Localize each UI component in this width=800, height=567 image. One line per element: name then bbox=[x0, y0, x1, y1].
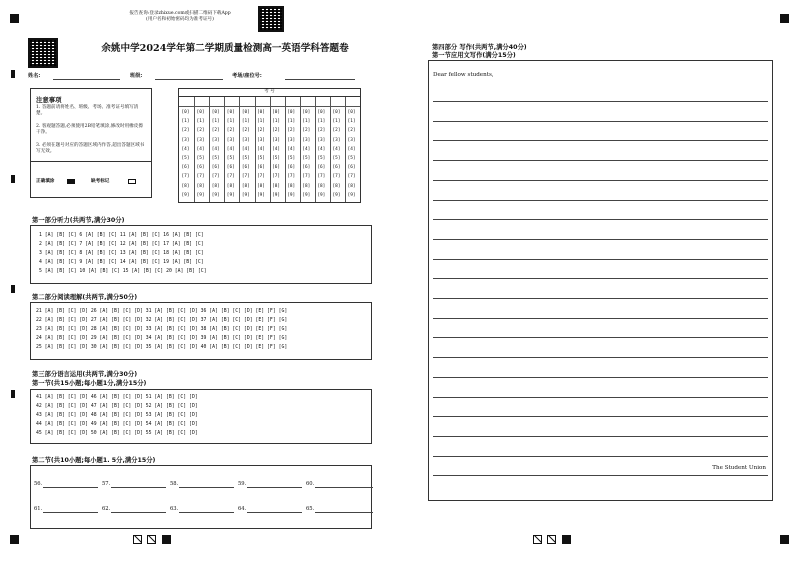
absent-mark-box[interactable] bbox=[128, 179, 136, 184]
writing-greeting: Dear fellow students, bbox=[433, 72, 494, 78]
bottom-mark-solid bbox=[162, 535, 171, 544]
side-mark bbox=[11, 390, 15, 398]
writing-line[interactable] bbox=[433, 357, 768, 358]
exam-digit-bubble[interactable]: [4] bbox=[211, 146, 220, 152]
blank-answer-line[interactable] bbox=[315, 512, 373, 513]
exam-digit-bubble[interactable]: [6] bbox=[257, 165, 265, 171]
answer-row[interactable]: 45 [A] [B] [C] [D] 50 [A] [B] [C] [D] 55 [A] [B] [C] [D] bbox=[36, 431, 198, 436]
part4-title: 第四部分 写作(共两节,满分40分) bbox=[432, 44, 527, 51]
exam-digit-bubble[interactable]: [2] bbox=[181, 128, 190, 134]
exam-digit-bubble[interactable]: [0] bbox=[241, 110, 250, 115]
exam-digit-bubble[interactable]: [8] bbox=[347, 183, 356, 189]
exam-digit-bubble[interactable]: [4] bbox=[302, 146, 311, 152]
exam-digit-bubble[interactable]: [1] bbox=[196, 119, 205, 125]
blank-answer-line[interactable] bbox=[179, 512, 234, 513]
exam-digit-bubble[interactable]: [9] bbox=[257, 192, 265, 198]
exam-digit-bubble[interactable]: [3] bbox=[181, 137, 190, 143]
exam-digit-bubble[interactable]: [3] bbox=[257, 137, 265, 143]
exam-digit-bubble[interactable]: [7] bbox=[332, 174, 341, 180]
exam-digit-bubble[interactable]: [9] bbox=[226, 192, 235, 198]
page-title: 余姚中学2024学年第二学期质量检测高一英语学科答题卷 bbox=[101, 43, 349, 54]
registration-mark-bottom-left bbox=[10, 535, 19, 544]
exam-digit-bubble[interactable]: [6] bbox=[287, 165, 296, 171]
exam-grid-divider bbox=[315, 97, 316, 202]
exam-digit-bubble[interactable]: [9] bbox=[272, 192, 281, 198]
exam-digit-bubble[interactable]: [2] bbox=[196, 128, 205, 134]
exam-digit-bubble[interactable]: [9] bbox=[287, 192, 296, 198]
exam-digit-bubble[interactable]: [2] bbox=[241, 128, 250, 134]
exam-digit-bubble[interactable]: [7] bbox=[272, 174, 281, 180]
exam-digit-bubble[interactable]: [5] bbox=[332, 156, 341, 161]
writing-line[interactable] bbox=[433, 140, 768, 141]
exam-grid-divider bbox=[255, 97, 256, 202]
exam-digit-bubble[interactable]: [9] bbox=[211, 192, 220, 198]
part3-title: 第三部分语言运用(共两节,满分30分) bbox=[32, 371, 138, 378]
exam-digit-bubble[interactable]: [1] bbox=[317, 119, 326, 125]
exam-digit-bubble[interactable]: [3] bbox=[302, 137, 311, 143]
exam-digit-bubble[interactable]: [1] bbox=[226, 119, 235, 125]
exam-digit-bubble[interactable]: [2] bbox=[317, 128, 326, 134]
exam-digit-bubble[interactable]: [8] bbox=[257, 183, 265, 189]
exam-digit-bubble[interactable]: [9] bbox=[302, 192, 311, 198]
exam-digit-bubble[interactable]: [9] bbox=[241, 192, 250, 198]
exam-digit-bubble[interactable]: [2] bbox=[257, 128, 265, 134]
exam-digit-bubble[interactable]: [4] bbox=[226, 146, 235, 152]
exam-digit-bubble[interactable]: [9] bbox=[196, 192, 205, 198]
exam-grid-divider bbox=[330, 97, 331, 202]
exam-digit-bubble[interactable]: [2] bbox=[226, 128, 235, 134]
exam-digit-bubble[interactable]: [1] bbox=[211, 119, 220, 125]
exam-digit-bubble[interactable]: [9] bbox=[332, 192, 341, 198]
blank-number: 61. bbox=[34, 506, 43, 512]
blank-number: 57. bbox=[102, 481, 111, 487]
part2-box bbox=[30, 302, 372, 360]
exam-digit-bubble[interactable]: [4] bbox=[272, 146, 281, 152]
exam-number-grid bbox=[178, 88, 361, 203]
exam-digit-bubble[interactable]: [6] bbox=[272, 165, 281, 171]
exam-digit-bubble[interactable]: [4] bbox=[241, 146, 250, 152]
exam-digit-bubble[interactable]: [8] bbox=[226, 183, 235, 189]
writing-line[interactable] bbox=[433, 475, 768, 476]
exam-digit-bubble[interactable]: [8] bbox=[317, 183, 326, 189]
exam-digit-bubble[interactable]: [2] bbox=[211, 128, 220, 134]
report-notice-line2: (用户名和初始密码均为准考证号) bbox=[146, 17, 214, 23]
exam-digit-bubble[interactable]: [4] bbox=[181, 146, 190, 152]
exam-digit-bubble[interactable]: [9] bbox=[317, 192, 326, 198]
exam-digit-bubble[interactable]: [7] bbox=[302, 174, 311, 180]
exam-grid-divider bbox=[224, 97, 225, 202]
blank-answer-line[interactable] bbox=[315, 487, 373, 488]
answer-row[interactable]: 25 [A] [B] [C] [D] 30 [A] [B] [C] [D] 35 [A] [B] [C] [D] 40 [A] [B] [C] [D] [E] [F] [G] bbox=[36, 345, 288, 350]
part1-box bbox=[30, 225, 372, 284]
exam-grid-write-row[interactable] bbox=[179, 97, 360, 107]
exam-digit-bubble[interactable]: [6] bbox=[317, 165, 326, 171]
exam-digit-bubble[interactable]: [5] bbox=[181, 156, 190, 161]
exam-digit-bubble[interactable]: [6] bbox=[332, 165, 341, 171]
exam-digit-bubble[interactable]: [0] bbox=[181, 110, 190, 115]
part3-section1-box bbox=[30, 389, 372, 444]
blank-answer-line[interactable] bbox=[247, 487, 302, 488]
answer-row[interactable]: 22 [A] [B] [C] [D] 27 [A] [B] [C] [D] 32 [A] [B] [C] [D] 37 [A] [B] [C] [D] [E] [F] [G] bbox=[36, 318, 288, 323]
exam-digit-bubble[interactable]: [4] bbox=[347, 146, 356, 152]
exam-grid-divider bbox=[239, 97, 240, 202]
registration-mark-top-right bbox=[780, 14, 789, 23]
name-label: 姓名: bbox=[28, 73, 41, 79]
attention-heading: 注意事项 bbox=[36, 96, 62, 104]
blank-number: 60. bbox=[306, 481, 315, 487]
answer-row[interactable]: 24 [A] [B] [C] [D] 29 [A] [B] [C] [D] 34 [A] [B] [C] [D] 39 [A] [B] [C] [D] [E] [F] [G] bbox=[36, 336, 288, 341]
blank-answer-line[interactable] bbox=[111, 487, 166, 488]
exam-digit-bubble[interactable]: [8] bbox=[272, 183, 281, 189]
exam-digit-bubble[interactable]: [1] bbox=[257, 119, 265, 125]
answer-row[interactable]: 3 [A] [B] [C] 8 [A] [B] [C] 13 [A] [B] [C] 18 [A] [B] [C] bbox=[39, 251, 204, 256]
exam-digit-bubble[interactable]: [6] bbox=[347, 165, 356, 171]
exam-digit-bubble[interactable]: [8] bbox=[241, 183, 250, 189]
blank-answer-line[interactable] bbox=[111, 512, 166, 513]
part3-section1-title: 第一节(共15小题;每小题1分,满分15分) bbox=[32, 380, 147, 387]
exam-digit-bubble[interactable]: [2] bbox=[287, 128, 296, 134]
attention-item-3: 3. 必须在题号对应的答题区域内作答,超出答题区域书写无效。 bbox=[36, 143, 145, 155]
correct-fill-label: 正确填涂 bbox=[36, 179, 55, 184]
exam-digit-bubble[interactable]: [3] bbox=[196, 137, 205, 143]
blank-number: 56. bbox=[34, 481, 43, 487]
exam-grid-divider bbox=[209, 97, 210, 202]
answer-row[interactable]: 5 [A] [B] [C] 10 [A] [B] [C] 15 [A] [B] [C] 20 [A] [B] [C] bbox=[39, 269, 207, 274]
exam-digit-bubble[interactable]: [6] bbox=[241, 165, 250, 171]
exam-digit-bubble[interactable]: [0] bbox=[211, 110, 220, 115]
exam-digit-bubble[interactable]: [0] bbox=[347, 110, 356, 115]
exam-digit-bubble[interactable]: [4] bbox=[196, 146, 205, 152]
exam-digit-bubble[interactable]: [7] bbox=[317, 174, 326, 180]
exam-digit-bubble[interactable]: [9] bbox=[181, 192, 190, 198]
exam-grid-divider bbox=[300, 97, 301, 202]
exam-digit-bubble[interactable]: [8] bbox=[332, 183, 341, 189]
report-notice bbox=[110, 11, 250, 24]
exam-digit-bubble[interactable]: [5] bbox=[317, 156, 326, 161]
exam-digit-bubble[interactable]: [8] bbox=[287, 183, 296, 189]
exam-digit-bubble[interactable]: [2] bbox=[347, 128, 356, 134]
exam-digit-bubble[interactable]: [7] bbox=[181, 174, 190, 180]
exam-digit-bubble[interactable]: [6] bbox=[302, 165, 311, 171]
answer-row[interactable]: 1 [A] [B] [C] 6 [A] [B] [C] 11 [A] [B] [C] 16 [A] [B] [C] bbox=[39, 233, 204, 238]
class-label: 班级: bbox=[130, 73, 143, 79]
bottom-mark-box bbox=[133, 535, 142, 544]
part4-section1-title: 第一节应用文写作(满分15分) bbox=[432, 52, 516, 59]
blank-number: 62. bbox=[102, 506, 111, 512]
exam-digit-bubble[interactable]: [3] bbox=[226, 137, 235, 143]
exam-digit-bubble[interactable]: [7] bbox=[226, 174, 235, 180]
answer-row[interactable]: 43 [A] [B] [C] [D] 48 [A] [B] [C] [D] 53 [A] [B] [C] [D] bbox=[36, 413, 198, 418]
report-notice-line1: 报告查询:登录zhixue.com或扫描二维码下载App bbox=[129, 11, 231, 16]
attention-item-2: 2. 客观题答题,必须使用2B铅笔填涂,修改时用橡皮擦干净。 bbox=[36, 124, 143, 136]
registration-mark-bottom-right bbox=[780, 535, 789, 544]
exam-digit-bubble[interactable]: [3] bbox=[347, 137, 356, 143]
writing-line[interactable] bbox=[433, 239, 768, 240]
exam-digit-bubble[interactable]: [7] bbox=[257, 174, 265, 180]
exam-digit-bubble[interactable]: [4] bbox=[332, 146, 341, 152]
exam-digit-bubble[interactable]: [0] bbox=[257, 110, 265, 115]
answer-row[interactable]: 4 [A] [B] [C] 9 [A] [B] [C] 14 [A] [B] [C] 19 [A] [B] [C] bbox=[39, 260, 204, 265]
writing-line[interactable] bbox=[433, 397, 768, 398]
exam-digit-bubble[interactable]: [2] bbox=[302, 128, 311, 134]
writing-line[interactable] bbox=[433, 180, 768, 181]
exam-digit-bubble[interactable]: [1] bbox=[347, 119, 356, 125]
exam-digit-bubble[interactable]: [1] bbox=[332, 119, 341, 125]
blank-number: 58. bbox=[170, 481, 179, 487]
writing-line[interactable] bbox=[433, 219, 768, 220]
exam-number-label: 考 号 bbox=[179, 89, 360, 97]
exam-digit-bubble[interactable]: [5] bbox=[211, 156, 220, 161]
exam-digit-bubble[interactable]: [5] bbox=[272, 156, 281, 161]
bottom-mark-box bbox=[147, 535, 156, 544]
bottom-mark-box bbox=[533, 535, 542, 544]
exam-digit-bubble[interactable]: [8] bbox=[211, 183, 220, 189]
side-mark bbox=[11, 175, 15, 183]
writing-line[interactable] bbox=[433, 337, 768, 338]
part1-title: 第一部分听力(共两节,满分30分) bbox=[32, 217, 125, 224]
writing-line[interactable] bbox=[433, 278, 768, 279]
exam-digit-bubble[interactable]: [0] bbox=[332, 110, 341, 115]
writing-box[interactable] bbox=[428, 60, 773, 501]
blank-number: 65. bbox=[306, 506, 315, 512]
writing-line[interactable] bbox=[433, 160, 768, 161]
exam-digit-bubble[interactable]: [1] bbox=[181, 119, 190, 125]
exam-digit-bubble[interactable]: [0] bbox=[287, 110, 296, 115]
exam-digit-bubble[interactable]: [1] bbox=[241, 119, 250, 125]
absent-mark-label: 缺考标记 bbox=[91, 179, 110, 184]
blank-number: 59. bbox=[238, 481, 247, 487]
exam-digit-bubble[interactable]: [5] bbox=[347, 156, 356, 161]
exam-digit-bubble[interactable]: [7] bbox=[287, 174, 296, 180]
exam-digit-bubble[interactable]: [5] bbox=[241, 156, 250, 161]
answer-row[interactable]: 21 [A] [B] [C] [D] 26 [A] [B] [C] [D] 31 [A] [B] [C] [D] 36 [A] [B] [C] [D] [E] [F] [G] bbox=[36, 309, 288, 314]
answer-row[interactable]: 2 [A] [B] [C] 7 [A] [B] [C] 12 [A] [B] [C] 17 [A] [B] [C] bbox=[39, 242, 204, 247]
writing-line[interactable] bbox=[433, 416, 768, 417]
exam-digit-bubble[interactable]: [1] bbox=[287, 119, 296, 125]
exam-grid-divider bbox=[194, 97, 195, 202]
exam-digit-bubble[interactable]: [5] bbox=[287, 156, 296, 161]
exam-digit-bubble[interactable]: [9] bbox=[347, 192, 356, 198]
exam-digit-bubble[interactable]: [3] bbox=[332, 137, 341, 143]
part2-title: 第二部分阅读理解(共两节,满分50分) bbox=[32, 294, 138, 301]
blank-answer-line[interactable] bbox=[43, 487, 98, 488]
exam-digit-bubble[interactable]: [1] bbox=[302, 119, 311, 125]
attention-box bbox=[30, 88, 152, 198]
exam-digit-bubble[interactable]: [1] bbox=[272, 119, 281, 125]
bottom-mark-solid bbox=[562, 535, 571, 544]
bottom-mark-box bbox=[547, 535, 556, 544]
exam-digit-bubble[interactable]: [0] bbox=[226, 110, 235, 115]
exam-grid-divider bbox=[345, 97, 346, 202]
exam-digit-bubble[interactable]: [7] bbox=[211, 174, 220, 180]
blank-number: 64. bbox=[238, 506, 247, 512]
writing-line[interactable] bbox=[433, 101, 768, 102]
exam-digit-bubble[interactable]: [8] bbox=[196, 183, 205, 189]
class-field[interactable] bbox=[155, 79, 223, 80]
exam-digit-bubble[interactable]: [3] bbox=[317, 137, 326, 143]
exam-digit-bubble[interactable]: [5] bbox=[196, 156, 205, 161]
writing-line[interactable] bbox=[433, 318, 768, 319]
answer-row[interactable]: 23 [A] [B] [C] [D] 28 [A] [B] [C] [D] 33 [A] [B] [C] [D] 38 [A] [B] [C] [D] [E] [F] [G] bbox=[36, 327, 288, 332]
writing-line[interactable] bbox=[433, 298, 768, 299]
blank-number: 63. bbox=[170, 506, 179, 512]
writing-line[interactable] bbox=[433, 200, 768, 201]
writing-line[interactable] bbox=[433, 377, 768, 378]
exam-digit-bubble[interactable]: [8] bbox=[302, 183, 311, 189]
exam-digit-bubble[interactable]: [6] bbox=[196, 165, 205, 171]
exam-digit-bubble[interactable]: [5] bbox=[257, 156, 265, 161]
exam-grid-divider bbox=[270, 97, 271, 202]
exam-digit-bubble[interactable]: [4] bbox=[317, 146, 326, 152]
exam-digit-bubble[interactable]: [3] bbox=[211, 137, 220, 143]
name-field[interactable] bbox=[53, 79, 120, 80]
exam-digit-bubble[interactable]: [6] bbox=[226, 165, 235, 171]
exam-digit-bubble[interactable]: [7] bbox=[241, 174, 250, 180]
blank-answer-line[interactable] bbox=[179, 487, 234, 488]
exam-grid-divider bbox=[285, 97, 286, 202]
exam-digit-bubble[interactable]: [3] bbox=[241, 137, 250, 143]
blank-answer-line[interactable] bbox=[43, 512, 98, 513]
part3-section2-title: 第二节(共10小题;每小题1. 5分,满分15分) bbox=[32, 457, 156, 464]
qr-code-exam bbox=[28, 38, 58, 68]
exam-digit-bubble[interactable]: [5] bbox=[226, 156, 235, 161]
exam-digit-bubble[interactable]: [2] bbox=[272, 128, 281, 134]
exam-digit-bubble[interactable]: [3] bbox=[287, 137, 296, 143]
exam-digit-bubble[interactable]: [8] bbox=[181, 183, 190, 189]
exam-digit-bubble[interactable]: [4] bbox=[287, 146, 296, 152]
exam-digit-bubble[interactable]: [5] bbox=[302, 156, 311, 161]
exam-digit-bubble[interactable]: [0] bbox=[317, 110, 326, 115]
seat-field[interactable] bbox=[285, 79, 355, 80]
part3-section2-box bbox=[30, 465, 372, 529]
writing-signature: The Student Union bbox=[712, 465, 766, 471]
writing-line[interactable] bbox=[433, 259, 768, 260]
blank-answer-line[interactable] bbox=[247, 512, 302, 513]
exam-digit-bubble[interactable]: [4] bbox=[257, 146, 265, 152]
qr-code-app[interactable] bbox=[258, 6, 284, 32]
exam-digit-bubble[interactable]: [6] bbox=[211, 165, 220, 171]
writing-line[interactable] bbox=[433, 436, 768, 437]
exam-digit-bubble[interactable]: [7] bbox=[347, 174, 356, 180]
answer-row[interactable]: 44 [A] [B] [C] [D] 49 [A] [B] [C] [D] 54 [A] [B] [C] [D] bbox=[36, 422, 198, 427]
exam-digit-bubble[interactable]: [2] bbox=[332, 128, 341, 134]
side-mark bbox=[11, 70, 15, 78]
side-mark bbox=[11, 285, 15, 293]
attention-item-1: 1. 答题前请将姓名、班级、考场、准考证号填写清楚。 bbox=[36, 105, 139, 117]
registration-mark-top-left bbox=[10, 14, 19, 23]
exam-digit-bubble[interactable]: [0] bbox=[196, 110, 205, 115]
exam-digit-bubble[interactable]: [0] bbox=[272, 110, 281, 115]
exam-digit-bubble[interactable]: [6] bbox=[181, 165, 190, 171]
exam-digit-bubble[interactable]: [7] bbox=[196, 174, 205, 180]
writing-line[interactable] bbox=[433, 121, 768, 122]
correct-fill-sample bbox=[67, 179, 75, 184]
answer-row[interactable]: 42 [A] [B] [C] [D] 47 [A] [B] [C] [D] 52 [A] [B] [C] [D] bbox=[36, 404, 198, 409]
answer-row[interactable]: 41 [A] [B] [C] [D] 46 [A] [B] [C] [D] 51 [A] [B] [C] [D] bbox=[36, 395, 198, 400]
seat-label: 考场/座位号: bbox=[232, 73, 262, 79]
exam-digit-bubble[interactable]: [0] bbox=[302, 110, 311, 115]
exam-digit-bubble[interactable]: [3] bbox=[272, 137, 281, 143]
writing-line[interactable] bbox=[433, 456, 768, 457]
